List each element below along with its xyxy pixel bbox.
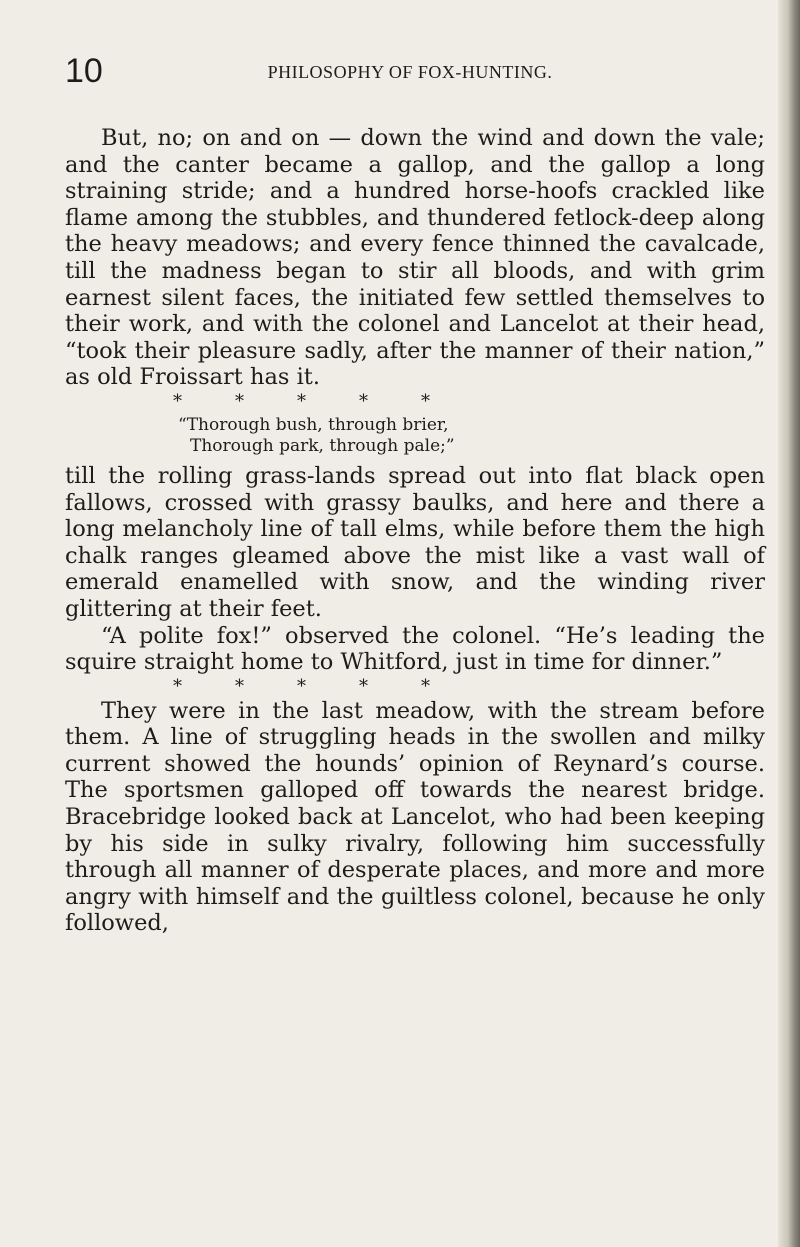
section-break-stars-2: * * * * * <box>173 675 430 697</box>
verse-line-2: Thorough park, through pale;” <box>190 435 455 456</box>
paragraph-1: But, no; on and on — down the wind and down the vale; and the canter became a gallop, and the gallop a long straining stride; and a hundred horse-hoofs crackled like flame among the stubbles, and thundered fetlock-deep along the heavy meadows; and every fence thinned the cavalcade, till the madness began to stir all bloods, and with grim earnest silent faces, the initiated few settled themselves to their work, and with the colonel and Lancelot at their head, “took their pleasure sadly, after the manner of their nation,” as old Froissart has it. <box>65 125 765 391</box>
paragraph-2: till the rolling grass-lands spread out into flat black open fallows, crossed with grassy baulks, and here and there a long melancholy line of tall elms, while before them the high chalk ranges gleamed above the mist like a vast wall of emerald enamelled with snow, and the winding river glittering at their feet. <box>65 462 765 622</box>
section-break-stars-1: * * * * * <box>173 390 430 412</box>
running-title: PHILOSOPHY OF FOX-HUNTING. <box>267 62 553 82</box>
verse-line-1: “Thorough bush, through brier, <box>178 414 449 435</box>
page-edge-shadow <box>778 0 800 1247</box>
paragraph-3: “A polite fox!” observed the colonel. “He’s leading the squire straight home to Whitford, just in time for dinner.” <box>65 622 765 676</box>
body-text <box>65 125 765 937</box>
page-header <box>65 52 755 92</box>
verse-quote <box>65 415 765 457</box>
paragraph-4: They were in the last meadow, with the stream before them. A line of struggling heads in the swollen and milky current showed the hounds’ opinion of Reynard’s course. The sportsmen galloped off towards the nearest bridge. Bracebridge looked back at Lancelot, who had been keeping by his side in sulky rivalry, following him successfully through all manner of desperate places, and more and more angry with himself and the guiltless colonel, because he only followed, <box>65 697 765 937</box>
page-number: 10 <box>65 52 103 90</box>
